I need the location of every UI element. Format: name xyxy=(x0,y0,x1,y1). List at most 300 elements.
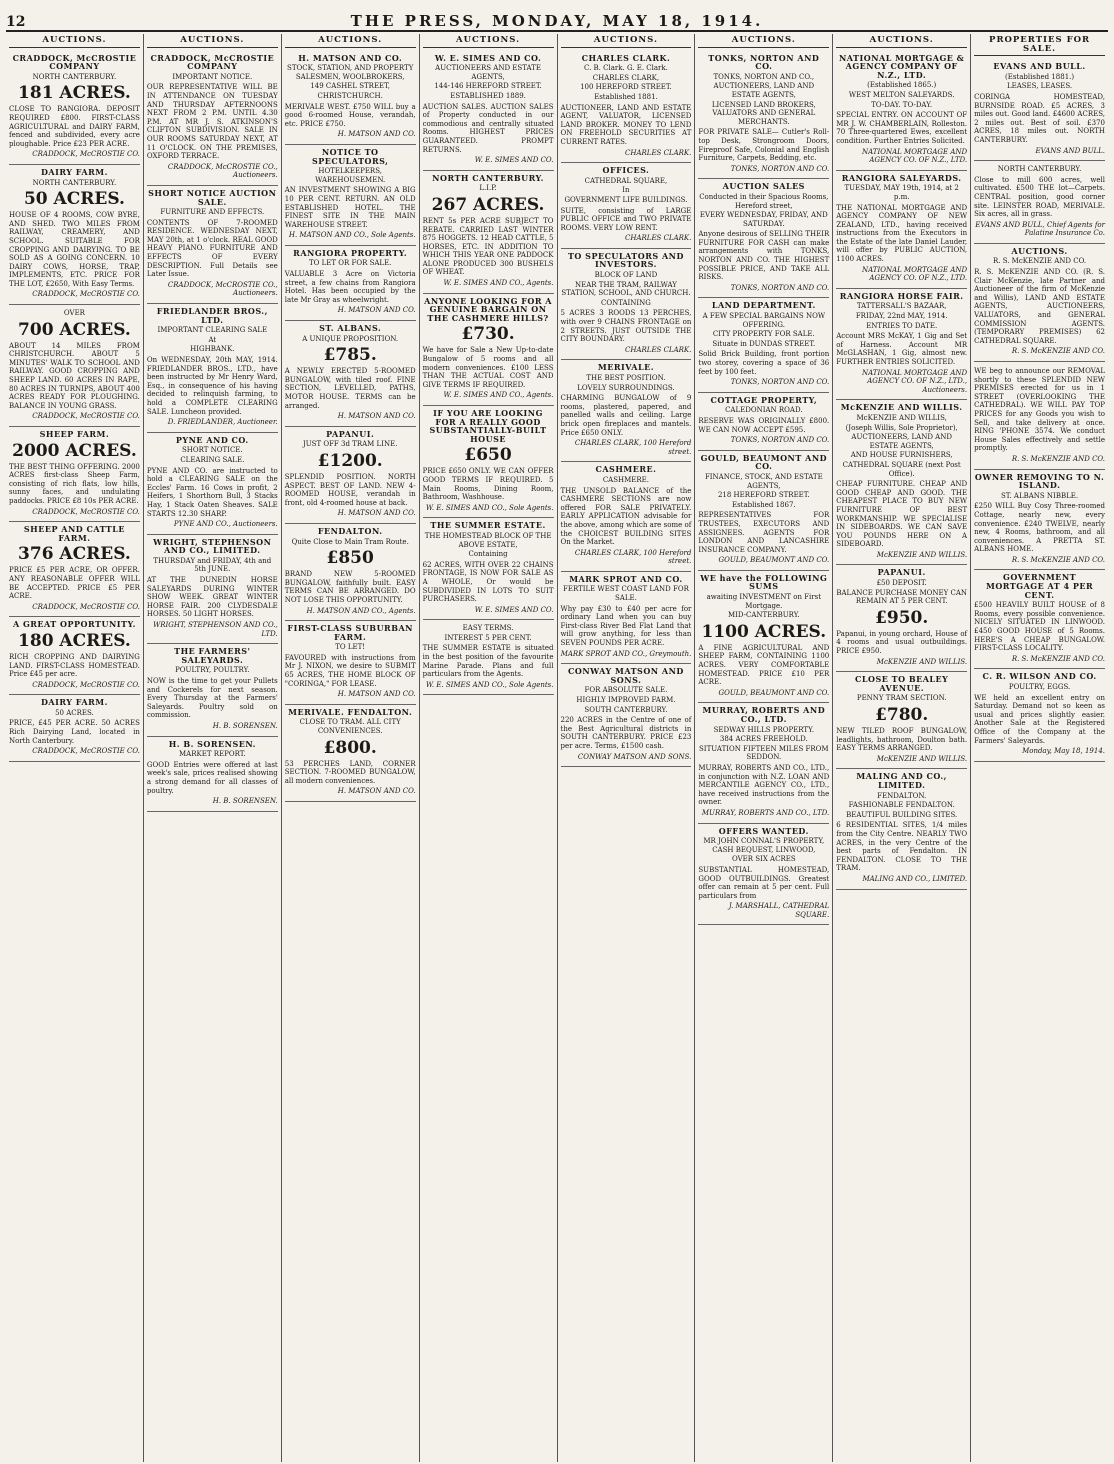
ad-body-text: R. S. McKENZIE AND CO. (R. S. Clair McKenzie, late Partner and Auctioneer of the firm of McKenzie and Willis), LAND AND ESTATE AGENTS, AUCTIONEERS, VALUATORS, and GENERAL COMMISSION AGENTS. (TEMPORARY PREMISES) 62 CATHEDRAL SQUARE. xyxy=(974,268,1105,345)
ad-signature: NATIONAL MORTGAGE AND AGENCY CO. OF N.Z., LTD., Auctioneers. xyxy=(862,368,968,394)
ad-signature: Monday, May 18, 1914. xyxy=(1022,747,1105,756)
advertiser-name: FRIEDLANDER BROS., LTD. xyxy=(156,306,268,325)
ad-signature: CHARLES CLARK. xyxy=(625,148,692,157)
ad-signature: H. MATSON AND CO., Agents. xyxy=(306,606,416,615)
ad-signature: CRADDOCK, McCROSTIE CO., Auctioneers. xyxy=(167,280,278,298)
ad-signature: CRADDOCK, McCROSTIE CO. xyxy=(32,150,140,159)
advertisement xyxy=(147,51,278,186)
advertiser-name: NORTH CANTERBURY. xyxy=(432,172,544,183)
ad-body-text: NEW TILED ROOF BUNGALOW, leadlights, bathroom, Doulton bath. EASY TERMS ARRANGED. xyxy=(836,727,968,753)
ad-body-text: HOUSE OF 4 ROOMS, COW BYRE, AND SHED. TWO MILES FROM RAILWAY, CREAMERY, AND SCHOOL. SUITABLE FOR CROPPING AND DAIRYING. TO BE SOLD AS A GOING CONCERN. 10 DAIRY COWS, HORSE, TRAP, IMPLEMENTS, ETC. PRICE FOR THE LOT, £2650, With Easy Terms. xyxy=(9,211,140,288)
advertiser-name: NATIONAL MORTGAGE & AGENCY COMPANY OF N.Z., LTD. xyxy=(838,52,965,80)
advertisement xyxy=(836,51,967,171)
advertisement xyxy=(974,570,1105,669)
advertisement xyxy=(698,451,829,571)
advertiser-name: CRADDOCK, McCROSTIE COMPANY xyxy=(150,52,275,72)
advertisement xyxy=(9,51,140,165)
ad-signature: H. MATSON AND CO. xyxy=(337,509,416,518)
ad-body-text: AN INVESTMENT SHOWING A BIG 10 PER CENT. RETURN. AN OLD ESTABLISHED HOTEL. THE FINEST SITE IN THE MAIN WAREHOUSE STREET. xyxy=(284,186,416,229)
advertisement xyxy=(974,244,1105,362)
advertisement xyxy=(836,400,967,565)
ad-line: EASY TERMS. xyxy=(462,624,514,633)
ad-line: POULTRY, POULTRY. xyxy=(175,666,250,675)
ad-signature: EVANS AND BULL, Chief Agents for Palatine Insurance Co. xyxy=(975,220,1105,238)
ad-body-text: WE held an excellent entry on Saturday. Demand not so keen as usual and prices slightly easier. Another Sale at the Registered Office of the Company at the Farmers' Saleyards. xyxy=(974,693,1105,745)
ad-line: CONTAINING xyxy=(600,298,651,307)
advertiser-name: RANGIORA SALEYARDS. xyxy=(841,172,962,183)
ad-signature: CRADDOCK, McCROSTIE CO. xyxy=(32,290,140,299)
ad-headline-figure: 2000 ACRES. xyxy=(12,440,137,461)
ad-signature: CRADDOCK, McCROSTIE CO. xyxy=(32,680,140,689)
ad-signature: H. MATSON AND CO. xyxy=(337,690,416,699)
ad-body-text: WE beg to announce our REMOVAL shortly to these SPLENDID NEW PREMISES erected for us in 1 STREET (OVERLOOKING THE CATHEDRAL). WE WILL PAY TOP PRICES for any Goods you wish to Sell, and take delivery at once. RING 'PHONE 3574. We conduct House Sales effectively and settle promptly. xyxy=(974,367,1105,453)
ad-line: NEAR THE TRAM, RAILWAY STATION, SCHOOL, AND CHURCH. xyxy=(561,280,691,298)
ad-line: 50 ACRES. xyxy=(55,708,94,717)
advertisement xyxy=(561,249,692,361)
ad-headline-figure: £1200. xyxy=(317,450,383,471)
ad-line: CATHEDRAL SQUARE (next Post Office). xyxy=(842,460,961,478)
advertisement xyxy=(285,145,416,246)
ad-body-text: CHEAP FURNITURE. CHEAP AND GOOD CHEAP AND GOOD. THE CHEAPEST PLACE TO BUY NEW FURNITURE OF BEST WORKMANSHIP. WE SPECIALISE IN SIDEBOARDS. WE CAN SAVE YOU POUNDS HERE ON A SIDEBOARD. xyxy=(836,480,968,549)
ad-signature: CRADDOCK, McCROSTIE CO. xyxy=(32,747,140,756)
ad-body-text: ABOUT 14 MILES FROM CHRISTCHURCH. ABOUT 5 MINUTES' WALK TO SCHOOL AND RAILWAY. GOOD CROPPING AND SHEEP LAND. 60 ACRES IN RAPE, 80 ACRES IN TURNIPS, ABOUT 400 ACRES READY FOR PLOUGHING. BALANCE IN YOUNG GRASS. xyxy=(9,341,140,410)
advertisement xyxy=(9,165,140,305)
ad-body-text: £500 HEAVILY BUILT HOUSE of 8 Rooms, every possible convenience. NICELY SITUATED IN LINWOOD. £450 GOOD HOUSE of 5 Rooms. HERE'S A CHEAP BUNGALOW. FIRST-CLASS LOCALITY. xyxy=(974,601,1105,653)
ad-line: TONKS, NORTON AND CO., xyxy=(713,72,815,81)
ad-signature: R. S. McKENZIE AND CO. xyxy=(1011,654,1105,663)
ad-headline-figure: 267 ACRES. xyxy=(431,194,545,215)
ad-line: BLOCK OF LAND xyxy=(594,271,658,280)
advertisement xyxy=(561,462,692,572)
column-heading: PROPERTIES FOR SALE. xyxy=(974,34,1105,56)
advertisement xyxy=(974,362,1105,470)
advertiser-name: PAPANUI. xyxy=(326,428,375,439)
ad-line: NORTH CANTERBURY. xyxy=(32,72,117,81)
advertiser-name: ST. ALBANS. xyxy=(319,323,382,334)
ad-body-text: £250 WILL Buy Cosy Three-roomed Cottage, nearly new, every convenience. £240 TWELVE, nearly new, 4 Rooms, bathroom, and all conveniences. A PRETTA ST. ALBANS HOME. xyxy=(974,502,1105,554)
advertiser-name: ANYONE LOOKING FOR A GENUINE BARGAIN ON THE CASHMERE HILLS? xyxy=(424,295,552,323)
masthead-title: THE PRESS, MONDAY, MAY 18, 1914. xyxy=(350,12,764,30)
ad-body-text: PRICE £650 ONLY. WE CAN OFFER GOOD TERMS IF REQUIRED. 5 Main Rooms, Dining Room, Bathroom, Washhouse. xyxy=(422,467,554,502)
ad-body-text: CONTENTS OF 7-ROOMED RESIDENCE. WEDNESDAY NEXT, MAY 20th, at 1 o'clock. REAL GOOD HEAVY PIANO. FURNITURE AND EFFECTS OF EVERY DESCRIPTION. Full Details see Later Issue. xyxy=(146,218,278,279)
advertisement xyxy=(974,59,1105,161)
ad-line: POULTRY, EGGS. xyxy=(1008,683,1071,691)
ad-body-text: 5 ACRES 3 ROODS 13 PERCHES, with over 9 CHAINS FRONTAGE on 2 STREETS. JUST OUTSIDE THE CITY BOUNDARY. xyxy=(560,309,692,344)
advertiser-name: MURRAY, ROBERTS AND CO., LTD. xyxy=(702,705,826,724)
ad-signature: J. MARSHALL, CATHEDRAL SQUARE. xyxy=(728,902,830,919)
page-number: 12 xyxy=(6,14,26,30)
ad-line: OVER xyxy=(63,309,85,318)
ad-body-text: NOW is the time to get your Pullets and Cockerels for next season. Every Thursday at the Farmers' Saleyards. Poultry sold on commission. xyxy=(146,677,278,720)
ad-line: NORTH CANTERBURY. xyxy=(32,178,117,187)
ad-signature: McKENZIE AND WILLIS. xyxy=(876,657,968,666)
advertisement xyxy=(698,298,829,392)
column-2 xyxy=(144,34,282,1462)
advertisement xyxy=(423,171,554,294)
masthead xyxy=(6,4,1108,32)
advertiser-name: FENDALTON. xyxy=(317,525,383,536)
ad-body-text: AUCTIONEER, LAND AND ESTATE AGENT, VALUATOR, LICENSED LAND BROKER. MONEY TO LEND ON FREEHOLD SECURITIES AT CURRENT RATES. xyxy=(560,103,692,146)
ad-signature: TONKS, NORTON AND CO. xyxy=(730,164,830,173)
ad-signature: CHARLES CLARK, 100 Hereford street. xyxy=(574,439,692,456)
ad-signature: PYNE AND CO., Auctioneers. xyxy=(173,520,278,529)
ad-line: OVER SIX ACRES xyxy=(731,855,796,864)
advertiser-name: CASHMERE. xyxy=(595,464,657,475)
advertisement xyxy=(147,304,278,433)
ad-line: (Joseph Willis, Sole Proprietor), xyxy=(845,423,958,432)
ad-line: STOCK, STATION, AND PROPERTY SALESMEN, WOOLBROKERS, xyxy=(287,64,414,81)
advertiser-name: SHEEP FARM. xyxy=(39,429,110,439)
ad-body-text: FOR PRIVATE SALE— Cutler's Roll-top Desk, Strongroom Doors, Fireproof Safe, Colonial and English Furniture, Carpets, Bedding, etc. xyxy=(698,128,830,163)
ad-line: 144-146 HEREFORD STREET. xyxy=(434,82,542,91)
advertiser-name: OWNER REMOVING TO N. ISLAND. xyxy=(974,471,1105,491)
ad-headline-figure: 50 ACRES. xyxy=(23,189,125,210)
advertisement xyxy=(285,705,416,802)
ad-body-text: Papanui, in young orchard, House of 4 rooms and usual outbuildings. PRICE £950. xyxy=(836,629,968,656)
ad-line: CALEDONIAN ROAD. xyxy=(725,406,803,415)
ad-headline-figure: 181 ACRES. xyxy=(18,83,131,104)
ad-line: 384 ACRES FREEHOLD. xyxy=(719,735,808,744)
ad-signature: MURRAY, ROBERTS AND CO., LTD. xyxy=(701,808,830,817)
ad-body-text: AT THE DUNEDIN HORSE SALEYARDS DURING WINTER SHOW WEEK. GREAT WINTER HORSE FAIR. 200 CLYDESDALE HORSES. 50 LIGHT HORSES. xyxy=(146,576,278,619)
advertiser-name: LAND DEPARTMENT. xyxy=(711,300,816,311)
ad-signature: R. S. McKENZIE AND CO. xyxy=(1011,347,1105,356)
ad-signature: GOULD, BEAUMONT AND CO. xyxy=(718,688,830,697)
ad-body-text: A FINE AGRICULTURAL AND SHEEP FARM, CONTAINING 1100 ACRES. VERY COMFORTABLE HOMESTEAD. PRICE £10 PER ACRE. xyxy=(698,643,830,687)
advertiser-name: H. MATSON AND CO. xyxy=(298,52,403,63)
ad-body-text: FAVOURED with instructions from Mr J. NIXON, we desire to SUBMIT 65 ACRES, THE HOME BLOCK OF "CORINGA," FOR LEASE. xyxy=(284,653,416,688)
advertiser-name: A GREAT OPPORTUNITY. xyxy=(12,619,136,630)
ad-headline-figure: £780. xyxy=(875,705,929,725)
ad-line: FURNITURE AND EFFECTS. xyxy=(160,208,265,217)
advertisement xyxy=(147,644,278,736)
ad-line: THURSDAY and FRIDAY, 4th and 5th JUNE. xyxy=(153,556,272,574)
advertisement xyxy=(423,294,554,406)
advertiser-name: TONKS, NORTON AND CO. xyxy=(708,52,820,72)
column-container xyxy=(6,34,1108,1462)
ad-signature: H. MATSON AND CO., Sole Agents. xyxy=(288,231,416,240)
advertiser-name: W. E. SIMES AND CO. xyxy=(434,52,542,63)
advertiser-name: DAIRY FARM. xyxy=(40,697,108,708)
ad-signature: TONKS, NORTON AND CO. xyxy=(730,283,830,292)
ad-line: IMPORTANT CLEARING SALE xyxy=(157,326,268,335)
advertisement xyxy=(285,621,416,705)
ad-headline-figure: £950. xyxy=(875,607,929,628)
ad-line: FASHIONABLE FENDALTON. xyxy=(848,801,955,810)
ad-signature: W. E. SIMES AND CO., Agents. xyxy=(443,279,554,288)
ad-line: SEDWAY HILLS PROPERTY. xyxy=(713,725,815,734)
advertiser-name: EVANS AND BULL. xyxy=(993,61,1086,72)
ad-body-text: 53 PERCHES LAND, CORNER SECTION. 7-ROOMED BUNGALOW, all modern conveniences. xyxy=(284,759,416,785)
ad-headline-figure: £650 xyxy=(464,445,512,466)
advertisement xyxy=(836,171,967,289)
ad-line: SHORT NOTICE. xyxy=(181,446,243,455)
ad-signature: TONKS, NORTON AND CO. xyxy=(730,378,830,387)
advertiser-name: OFFICES. xyxy=(602,165,650,176)
advertisement xyxy=(836,769,967,889)
ad-signature: R. S. McKENZIE AND CO. xyxy=(1011,454,1105,463)
ad-line: SITUATION FIFTEEN MILES FROM SEDDON. xyxy=(699,744,829,762)
ad-line: LEASES, LEASES. xyxy=(1006,82,1073,91)
column-3 xyxy=(282,34,420,1462)
advertiser-name: GOVERNMENT MORTGAGE AT 4 PER CENT. xyxy=(985,572,1094,600)
ad-signature: EVANS AND BULL. xyxy=(1035,146,1105,155)
ad-signature: CHARLES CLARK. xyxy=(625,234,692,243)
ad-line: awaiting INVESTMENT on First Mortgage. xyxy=(706,593,822,610)
ad-headline-figure: £785. xyxy=(323,345,377,366)
ad-line: Situate in DUNDAS STREET. xyxy=(712,339,816,348)
advertiser-name: AUCTIONS. xyxy=(1011,245,1068,256)
ad-signature: CHARLES CLARK. xyxy=(625,345,692,354)
ad-line: TO-DAY. TO-DAY. xyxy=(871,100,933,109)
advertiser-name: THE FARMERS' SALEYARDS. xyxy=(174,646,251,665)
ad-body-text: THE SUMMER ESTATE is situated in the best position of the favourite Marine Parade. Plans and full particulars from the Agents. xyxy=(422,644,554,679)
ad-line: CHRISTCHURCH. xyxy=(317,91,383,100)
advertisement xyxy=(423,620,554,695)
ad-signature: McKENZIE AND WILLIS. xyxy=(876,550,968,559)
ad-line: JUST OFF 3d TRAM LINE. xyxy=(302,440,398,449)
column-8 xyxy=(971,34,1108,1462)
advertisement xyxy=(561,664,692,767)
ad-line: L.I.P. xyxy=(479,184,497,193)
ad-line: FINANCE, STOCK, AND ESTATE AGENTS, xyxy=(704,472,823,490)
ad-body-text: CHARMING BUNGALOW of 9 rooms, plastered, papered, and panelled walls and ceiling. Large brick open fireplaces and mantels. Price £650 ONLY. xyxy=(560,394,692,437)
ad-body-text: 6 RESIDENTIAL SITES, 1/4 miles from the City Centre. NEARLY TWO ACRES, in the very Centre of the best parts of Fendalton. IN FENDALTON. CLOSE TO THE TRAM. xyxy=(836,821,968,873)
ad-line: McKENZIE AND WILLIS, xyxy=(856,413,947,422)
ad-signature: McKENZIE AND WILLIS. xyxy=(876,754,968,763)
advertisement xyxy=(285,246,416,321)
advertiser-name: CONWAY MATSON AND SONS. xyxy=(568,666,684,685)
ad-line: 218 HEREFORD STREET. xyxy=(717,491,810,500)
ad-signature: W. E. SIMES AND CO., Sole Agents. xyxy=(425,503,554,512)
column-heading: AUCTIONS. xyxy=(836,34,967,48)
ad-body-text: Close to mill 600 acres, well cultivated. £500 THE lot—Carpets. CENTRAL position, good corner site. LEINSTER ROAD, MERIVALE. Six acres, all in grass. xyxy=(974,175,1105,219)
ad-line: WEST MELTON SALEYARDS. xyxy=(848,90,955,99)
advertiser-name: THE SUMMER ESTATE. xyxy=(430,520,546,531)
advertisement xyxy=(147,186,278,304)
ad-signature: H. B. SORENSEN. xyxy=(212,721,278,730)
advertisement xyxy=(423,406,554,518)
ad-line: CLEARING SALE. xyxy=(180,455,245,464)
ad-signature: MALING AND CO., LIMITED. xyxy=(862,874,968,883)
ad-line: MID-CANTERBURY. xyxy=(727,611,800,620)
advertiser-name: DAIRY FARM. xyxy=(40,166,108,177)
advertisement xyxy=(9,305,140,427)
advertiser-name: AUCTION SALES xyxy=(722,181,805,192)
advertiser-name: PYNE AND CO. xyxy=(175,434,249,445)
advertisement xyxy=(9,522,140,617)
ad-line: In xyxy=(622,186,630,195)
ad-line: BEAUTIFUL BUILDING SITES. xyxy=(846,810,958,819)
ad-line: AUCTIONEERS AND ESTATE AGENTS, xyxy=(435,64,541,81)
ad-line: FRIDAY, 22nd MAY, 1914. xyxy=(855,312,948,321)
ad-line: £50 DEPOSIT. xyxy=(876,579,927,588)
ad-line: (Established 1881.) xyxy=(1005,72,1075,81)
ad-signature: W. E. SIMES AND CO., Sole Agents. xyxy=(425,680,554,689)
ad-line: AND HOUSE FURNISHERS, xyxy=(850,451,953,460)
ad-line: ENTRIES TO DATE. xyxy=(866,321,938,330)
ad-body-text: PRICE, £45 PER ACRE. 50 ACRES Rich Dairying Land, located in North Canterbury. xyxy=(9,719,140,745)
ad-line: ESTABLISHED 1889. xyxy=(450,91,526,100)
ad-body-text: MERIVALE WEST. £750 WILL buy a good 6-roomed House, verandah, etc. PRICE £750. xyxy=(284,102,416,128)
ad-line: Containing xyxy=(468,550,508,559)
ad-signature: R. S. McKENZIE AND CO. xyxy=(1011,555,1105,564)
ad-line: HOTELKEEPERS, WAREHOUSEMEN. xyxy=(315,167,386,184)
ad-line: INTEREST 5 PER CENT. xyxy=(444,633,532,642)
advertisement xyxy=(561,360,692,462)
ad-line: Quite Close to Main Tram Route. xyxy=(291,537,409,546)
advertiser-name: WRIGHT, STEPHENSON AND CO., LIMITED. xyxy=(153,536,272,556)
ad-line: LOVELY SURROUNDINGS. xyxy=(577,383,675,392)
advertisement xyxy=(974,470,1105,571)
column-heading: AUCTIONS. xyxy=(561,34,692,48)
ad-line: CHARLES CLARK, xyxy=(592,73,660,82)
ad-body-text: RENT 5s PER ACRE SUBJECT TO REBATE. CARRIED LAST WINTER 875 HOGGETS. 12 HEAD CATTLE, 5 HORSES, ETC. IN ADDITION TO WHICH THIS YEAR ONE PADDOCK ALONE PRODUCED 300 BUSHELS OF WHEAT. xyxy=(422,216,554,277)
ad-body-text: SUITE, consisting of LARGE PUBLIC OFFICE and TWO PRIVATE ROOMS. VERY LOW RENT. xyxy=(560,206,692,232)
ad-signature: CRADDOCK, McCROSTIE CO. xyxy=(32,507,140,516)
ad-line: Conducted in their Spacious Rooms, Hereford street, xyxy=(699,192,829,210)
advertiser-name: TO SPECULATORS AND INVESTORS. xyxy=(567,250,684,270)
advertisement xyxy=(147,535,278,645)
ad-body-text: SUBSTANTIAL HOMESTEAD, GOOD OUTBUILDINGS. Greatest offer can remain at 5 per cent. Full particulars from xyxy=(698,865,830,900)
ad-body-text: SPECIAL ENTRY. ON ACCOUNT OF MR J. W. CHAMBERLAIN, Rolleston. 70 Three-quartered Ewes, excellent condition. Further Entries Solicited. xyxy=(836,111,968,145)
advertiser-name: RANGIORA PROPERTY. xyxy=(293,247,408,258)
ad-signature: TONKS, NORTON AND CO. xyxy=(730,436,830,445)
ad-line: R. S. McKENZIE AND CO. xyxy=(992,257,1087,266)
advertisement xyxy=(698,51,829,180)
ad-line: SOUTH CANTERBURY. xyxy=(584,705,668,714)
advertisement xyxy=(423,518,554,620)
ad-signature: NATIONAL MORTGAGE AND AGENCY CO. OF N.Z., LTD. xyxy=(862,147,968,165)
advertiser-name: FIRST-CLASS SUBURBAN FARM. xyxy=(287,623,413,642)
ad-body-text: We have for Sale a New Up-to-date Bungalow of 5 rooms and all modern conveniences. £100 LESS THAN THE ACTUAL COST AND GIVE TERMS IF REQUIRED. xyxy=(422,346,554,389)
ad-signature: H. B. SORENSEN. xyxy=(212,797,278,806)
advertiser-name: SHEEP AND CATTLE FARM. xyxy=(23,524,125,543)
advertisement xyxy=(423,51,554,171)
ad-line: EVERY WEDNESDAY, FRIDAY, AND SATURDAY. xyxy=(699,211,828,228)
ad-line: 100 HEREFORD STREET. xyxy=(580,83,672,92)
advertiser-name: CLOSE TO BEALEY AVENUE. xyxy=(855,674,949,693)
ad-body-text: SPLENDID POSITION. NORTH ASPECT. BEST OF LAND. NEW 4-ROOMED HOUSE, verandah in front, old 4-roomed house at back. xyxy=(284,472,416,507)
column-heading: AUCTIONS. xyxy=(9,34,140,48)
ad-headline-figure: £800. xyxy=(323,737,377,758)
column-heading: AUCTIONS. xyxy=(698,34,829,48)
advertiser-name: MERIVALE. xyxy=(597,362,655,373)
ad-line: THE BEST POSITION. xyxy=(586,374,666,382)
ad-body-text: PRICE £5 PER ACRE, OR OFFER. ANY REASONABLE OFFER WILL BE ACCEPTED. PRICE £5 PER ACRE. xyxy=(9,566,140,601)
advertiser-name: MERIVALE. FENDALTON. xyxy=(288,706,413,717)
advertiser-name: PAPANUI. xyxy=(877,567,926,578)
ad-body-text: Account MRS McKAY, 1 Gig and Set of Harness. Account MR McGLASHAN, 1 Gig, almost new. FURTHER ENTRIES SOLICITED. xyxy=(836,332,968,366)
ad-line: THE HOMESTEAD BLOCK OF THE ABOVE ESTATE, xyxy=(424,531,552,549)
ad-body-text: OUR REPRESENTATIVE WILL BE IN ATTENDANCE ON TUESDAY AND THURSDAY AFTERNOONS NEXT FROM 2 P.M. UNTIL 4.30 P.M. AT MR J. S. ATKINSON'S CLIFTON SUBDIVISION. SALE IN OUR ROOMS SATURDAY NEXT, AT 11 O'CLOCK. ON THE PREMISES, OXFORD TERRACE. xyxy=(146,83,278,161)
column-heading: AUCTIONS. xyxy=(285,34,416,48)
ad-line: (Established 1865.) xyxy=(867,81,937,90)
ad-line: A FEW SPECIAL BARGAINS NOW OFFERING. xyxy=(702,312,826,329)
ad-line: AUCTIONEERS, LAND AND ESTATE AGENTS, xyxy=(851,433,952,450)
column-5 xyxy=(558,34,696,1462)
ad-line: PENNY TRAM SECTION. xyxy=(856,694,947,703)
ad-body-text: PYNE AND CO. are instructed to hold a CLEARING SALE on the Eccles' Farm. 16 Cows in profit, 2 Heifers, 1 Shorthorn Bull, 3 Stacks Hay, 1 Stack Oaten Sheaves. SALE STARTS 12.30 SHARP. xyxy=(146,466,278,518)
ad-body-text: Why pay £30 to £40 per acre for ordinary Land when you can buy First-class River Bed Flat Land that will grow anything, for less than SEVEN POUNDS PER ACRE. xyxy=(560,604,692,648)
advertiser-name: C. R. WILSON AND CO. xyxy=(982,671,1097,682)
ad-line: Established 1881. xyxy=(594,92,658,101)
ad-body-text: 220 ACRES in the Centre of one of the Best Agricultural districts in SOUTH CANTERBURY. PRICE £23 per acre. Terms, £1500 cash. xyxy=(560,716,692,750)
advertiser-name: CHARLES CLARK. xyxy=(581,52,671,63)
advertisement xyxy=(698,824,829,926)
ad-body-text: THE UNSOLD BALANCE of the CASHMERE SECTIONS are now offered FOR SALE PRIVATELY. EARLY APPLICATION advisable for the above, among which are some of the CHOICEST BUILDING SITES On the Market. xyxy=(560,486,692,547)
advertisement xyxy=(285,321,416,427)
ad-line: Established 1867. xyxy=(731,500,796,509)
advertiser-name: CRADDOCK, McCROSTIE COMPANY xyxy=(12,52,137,72)
ad-headline-figure: £730. xyxy=(461,324,515,345)
advertiser-name: IF YOU ARE LOOKING FOR A REALLY GOOD SUBSTANTIALLY-BUILT HOUSE xyxy=(429,408,547,444)
ad-line: CITY PROPERTY FOR SALE. xyxy=(712,330,815,339)
ad-signature: CONWAY MATSON AND SONS. xyxy=(577,752,692,761)
ad-line: NORTH CANTERBURY. xyxy=(997,165,1082,174)
advertiser-name: NOTICE TO SPECULATORS, xyxy=(311,146,389,166)
advertiser-name: MARK SPROT AND CO. xyxy=(569,573,683,584)
ad-signature: MARK SPROT AND CO., Greymouth. xyxy=(560,649,692,658)
column-heading: AUCTIONS. xyxy=(423,34,554,48)
advertiser-name: MALING AND CO., LIMITED. xyxy=(856,771,947,790)
advertisement xyxy=(285,427,416,524)
ad-signature: H. MATSON AND CO. xyxy=(337,412,416,421)
advertiser-name: WE have the FOLLOWING SUMS xyxy=(700,572,828,592)
advertisement xyxy=(974,669,1105,761)
ad-line: At xyxy=(208,335,217,344)
advertisement xyxy=(561,51,692,164)
advertisement xyxy=(836,672,967,769)
ad-signature: NATIONAL MORTGAGE AND AGENCY CO. OF N.Z., LTD. xyxy=(862,265,968,283)
ad-body-text: VALUABLE 3 Acre on Victoria street, a few chains from Rangiora Hotel. Has been occupied by the late Mr Gray as wheelwright. xyxy=(284,270,416,304)
advertiser-name: RANGIORA HORSE FAIR. xyxy=(839,290,964,301)
ad-body-text: RESERVE WAS ORIGINALLY £800. WE CAN NOW ACCEPT £595. xyxy=(698,416,830,434)
ad-line: MARKET REPORT. xyxy=(179,750,246,759)
advertisement xyxy=(147,737,278,812)
ad-line: IMPORTANT NOTICE. xyxy=(172,72,253,81)
column-4 xyxy=(420,34,558,1462)
column-6 xyxy=(695,34,833,1462)
ad-signature: CHARLES CLARK, 100 Hereford street. xyxy=(574,548,692,566)
advertisement xyxy=(836,289,967,401)
ad-body-text: CORINGA HOMESTEAD, BURNSIDE ROAD. £5 ACRES, 3 miles out. Good land. £4600 ACRES, 2 miles out. Best of soil. £370 ACRES, 18 miles out. NORTH CANTERBURY. xyxy=(974,92,1105,144)
ad-line: BALANCE PURCHASE MONEY CAN REMAIN AT 5 PER CENT. xyxy=(836,588,968,606)
advertisement xyxy=(698,703,829,823)
advertisement xyxy=(285,524,416,621)
ad-body-text: AUCTION SALES. AUCTION SALES of Property conducted in our commodious and centrally situated Rooms. HIGHEST PRICES GUARANTEED. PROMPT RETURNS. xyxy=(422,102,554,154)
advertisement xyxy=(9,695,140,762)
ad-signature: H. MATSON AND CO. xyxy=(337,306,416,315)
ad-line: MR JOHN CONNAL'S PROPERTY, CASH BEQUEST, LINWOOD, xyxy=(703,837,825,854)
ad-body-text: A NEWLY ERECTED 5-ROOMED BUNGALOW, with tiled roof. FINE SECTION, LEVELLED, PATHS, MOTOR HOUSE. TERMS can be arranged. xyxy=(284,367,416,410)
ad-line: TUESDAY, MAY 19th, 1914, at 2 p.m. xyxy=(844,184,959,201)
advertisement xyxy=(974,161,1105,244)
ad-signature: CRADDOCK, McCROSTIE CO., Auctioneers. xyxy=(167,162,278,180)
advertisement xyxy=(561,572,692,664)
ad-line: GOVERNMENT LIFE BUILDINGS. xyxy=(564,195,688,204)
ad-body-text: CLOSE TO RANGIORA. DEPOSIT REQUIRED £800. FIRST-CLASS AGRICULTURAL and DAIRY FARM, fenced and subdivided, every acre ploughable. Price £23 PER ACRE. xyxy=(9,105,140,148)
advertisement xyxy=(698,393,829,451)
advertiser-name: H. B. SORENSEN. xyxy=(168,738,256,749)
ad-line: TATTERSALL'S BAZAAR, xyxy=(856,302,947,311)
ad-line: CLOSE TO TRAM. ALL CITY CONVENIENCES. xyxy=(299,718,401,736)
ad-headline-figure: 180 ACRES. xyxy=(18,630,131,651)
ad-line: HIGHBANK. xyxy=(190,345,235,354)
advertisement xyxy=(9,427,140,522)
advertisement xyxy=(9,617,140,695)
ad-line: AUCTIONEERS, LAND AND ESTATE AGENTS, xyxy=(713,82,815,99)
